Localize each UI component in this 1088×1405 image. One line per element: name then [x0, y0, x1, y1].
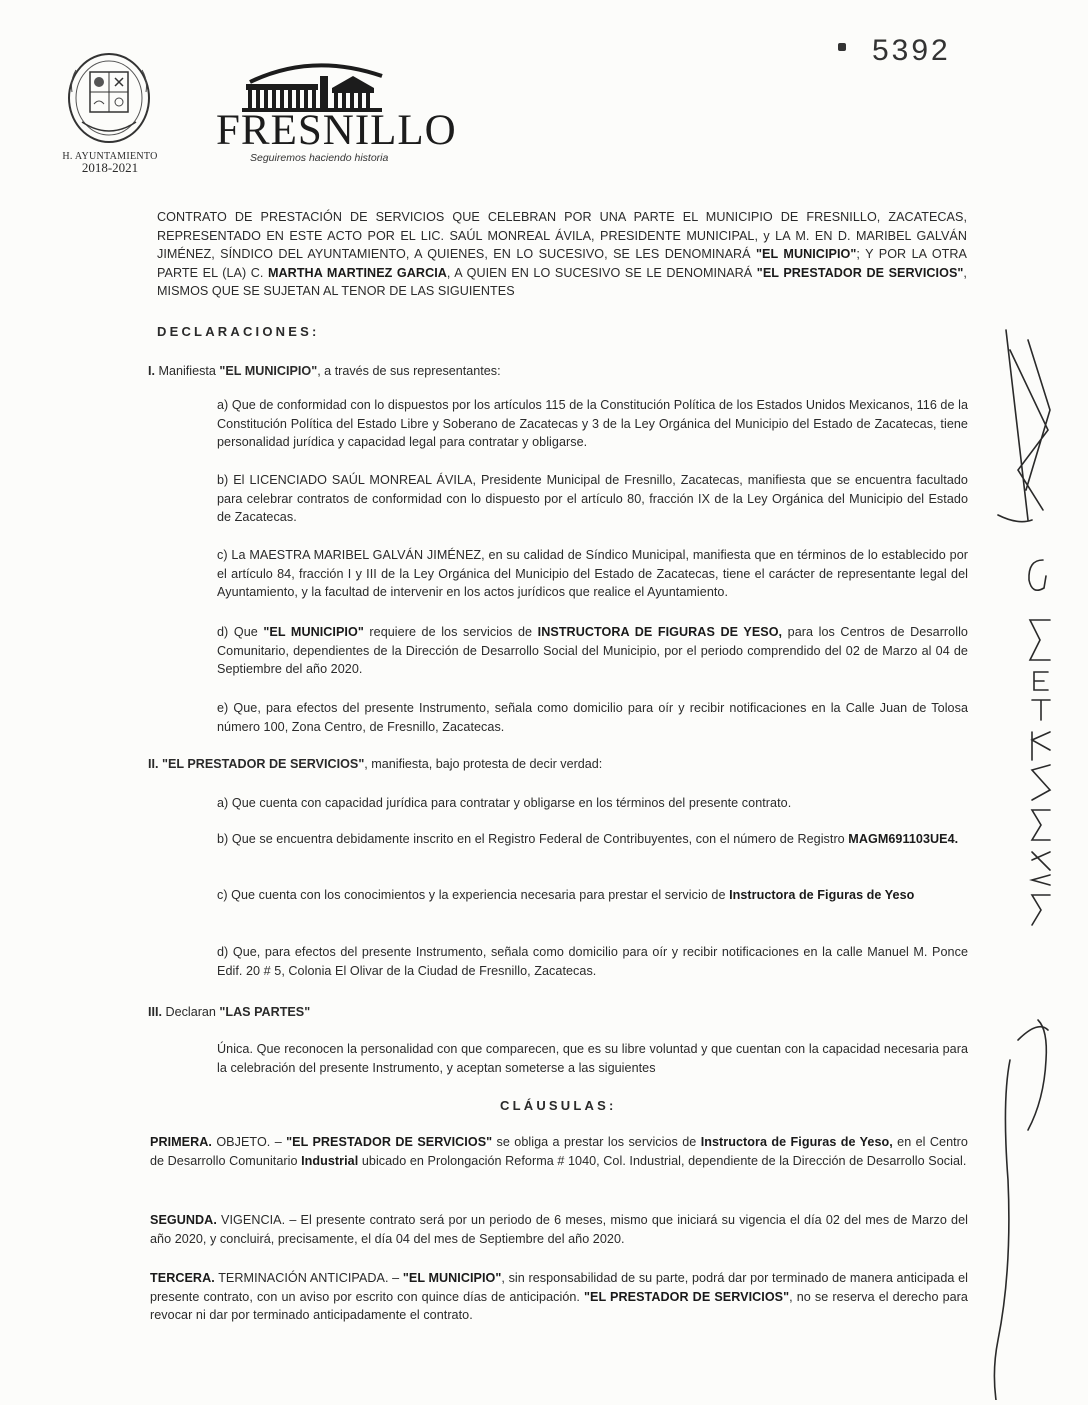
declaracion-2c — [217, 886, 968, 905]
handwritten-signature-icon — [988, 320, 1088, 1400]
section-text: , manifiesta, bajo protesta de decir verdad: — [364, 757, 603, 771]
clausulas-heading: CLÁUSULAS: — [500, 1098, 617, 1113]
brand-slogan: Seguiremos haciendo historia — [250, 152, 389, 164]
clausula-bold: Instructora de Figuras de Yeso, — [700, 1135, 893, 1149]
section-2-title — [148, 755, 602, 773]
section-number: III. — [148, 1005, 166, 1019]
declaracion-bold: Instructora de Figuras de Yeso — [729, 888, 915, 902]
city-skyline-icon — [232, 54, 432, 114]
fresnillo-logo — [232, 54, 432, 114]
section-party: "LAS PARTES" — [219, 1005, 311, 1019]
clausula-segunda — [150, 1211, 968, 1248]
seal-caption-line2: 2018-2021 — [81, 160, 139, 175]
seal-caption-line1: H. AYUNTAMIENTO — [62, 151, 158, 162]
declaracion-text: d) Que — [217, 625, 264, 639]
declaracion-bold: INSTRUCTORA DE FIGURAS DE YESO, — [537, 625, 783, 639]
clausula-text: VIGENCIA. – El presente contrato será por un periodo de 6 meses, mismo que iniciará su vigencia el día 02 del mes de Marzo del año 2020, y concluirá, precisamente, el día 04 del mes de Septiembre del año 2020. — [150, 1213, 968, 1246]
section-text: Manifiesta — [158, 364, 220, 378]
section-party: "EL PRESTADOR DE SERVICIOS" — [162, 757, 365, 771]
section-number: II. — [148, 757, 162, 771]
declaracion-1b: b) El LICENCIADO SAÚL MONREAL ÁVILA, Presidente Municipal de Fresnillo, Zacatecas, manifiesta que se encuentra facultado para celebrar contratos de conformidad con lo dispuesto por el artículo 80, fracción IX de la Ley Orgánica del Municipio del Estado de Zacatecas. — [217, 473, 968, 525]
clausula-bold: "EL MUNICIPIO" — [402, 1271, 502, 1285]
intro-municipio: "EL MUNICIPIO" — [756, 247, 857, 262]
declaracion-text: c) Que cuenta con los conocimientos y la experiencia necesaria para prestar el servicio de — [217, 888, 730, 902]
clausula-label: TERCERA. — [150, 1271, 215, 1285]
seal-emblem-icon — [62, 52, 156, 152]
declaracion-text: para los Centros de Desarrollo Comunitario, dependientes de la Dirección de Desarrollo Social del Municipio, por el periodo comprendido del 02 de Marzo al 04 de Septiembre del año 2020. — [217, 625, 968, 677]
clausula-text: se obliga a prestar los servicios de — [492, 1135, 701, 1149]
clausula-text: ubicado en Prolongación Reforma # 1040, Col. Industrial, dependiente de la Dirección de Desarrollo Social. — [358, 1153, 967, 1168]
declaracion-text: requiere de los servicios de — [363, 625, 538, 639]
section-text: Declaran — [165, 1005, 220, 1019]
declaracion-2d: d) Que, para efectos del presente Instrumento, señala como domicilio para oír y recibir notificaciones en la calle Manuel M. Ponce Edif. 20 # 5, Colonia El Olivar de la Ciudad de Fresnillo, Zacatecas. — [217, 945, 968, 978]
declaracion-1d — [217, 623, 968, 679]
declaracion-1c: c) La MAESTRA MARIBEL GALVÁN JIMÉNEZ, en su calidad de Síndico Municipal, manifiesta que en términos de lo establecido por el artículo 84, fracción I y III de la Ley Orgánica del Municipio del Estado de Zacatecas, tiene el carácter de representante legal del Ayuntamiento, y la facultad de intervenir en los actos jurídicos que realice el Ayuntamiento. — [217, 548, 968, 600]
contract-intro — [157, 208, 967, 301]
clausula-bold: Industrial — [301, 1153, 359, 1168]
section-party: "EL MUNICIPIO" — [219, 364, 318, 378]
section-text: , a través de sus representantes: — [317, 364, 501, 378]
clausula-bold: "EL PRESTADOR DE SERVICIOS" — [286, 1135, 493, 1149]
document-number: 5392 — [872, 34, 951, 67]
clausula-text: , no se reserva el derecho para revocar ni dar por terminado anticipadamente el contrato. — [150, 1289, 968, 1323]
declaracion-2a: a) Que cuenta con capacidad jurídica para contratar y obligarse en los términos del presente contrato. — [217, 796, 792, 810]
declaracion-3-unica: Única. Que reconocen la personalidad con que comparecen, que es su libre voluntad y que cuentan con la capacidad necesaria para la celebración del presente Instrumento, y aceptan someterse a las siguientes — [217, 1042, 968, 1075]
clausula-bold: "EL PRESTADOR DE SERVICIOS" — [584, 1289, 790, 1304]
intro-text: , A QUIEN EN LO SUCESIVO SE LE DENOMINARÁ — [446, 265, 757, 280]
seal-caption — [40, 151, 180, 176]
intro-text: , MISMOS QUE SE SUJETAN AL TENOR DE LAS SIGUIENTES — [157, 265, 967, 299]
declaracion-2b — [217, 830, 968, 849]
declaraciones-heading: DECLARACIONES: — [157, 324, 320, 339]
section-1-title — [148, 362, 501, 380]
clausula-primera — [150, 1133, 968, 1170]
stamp-mark — [838, 43, 846, 51]
declaracion-1e: e) Que, para efectos del presente Instrumento, señala como domicilio para oír y recibir notificaciones en la Calle Juan de Tolosa número 100, Zona Centro, de Fresnillo, Zacatecas. — [217, 701, 968, 734]
clausula-text: OBJETO. – — [211, 1135, 287, 1149]
declaracion-text: b) Que se encuentra debidamente inscrito en el Registro Federal de Contribuyentes, con el número de Registro — [217, 832, 849, 846]
brand-name: FRESNILLO — [216, 107, 457, 154]
intro-text: CONTRATO DE PRESTACIÓN DE SERVICIOS QUE CELEBRAN POR UNA PARTE EL MUNICIPIO DE FRESNILLO, ZACATECAS, REPRESENTADO EN ESTE ACTO POR EL LIC. SAÚL MONREAL ÁVILA, PRESIDENTE MUNICIPAL, y LA M. EN D. MARIBEL GALVÁN JIMÉNEZ, SÍNDICO DEL AYUNTAMIENTO, A QUIENES, EN LO SUCESIVO, SE LES DENOMINARÁ — [157, 210, 967, 262]
clausula-tercera — [150, 1269, 968, 1325]
intro-prestador-name: MARTHA MARTINEZ GARCIA — [267, 265, 447, 280]
municipal-seal — [62, 52, 156, 152]
declaracion-1a: a) Que de conformidad con lo dispuestos por los artículos 115 de la Constitución Política de los Estados Unidos Mexicanos, 116 de la Constitución Política del Estado Libre y Soberano de Zacatecas y 3 de la Ley Orgánica del Municipio del Estado de Zacatecas, tiene personalidad jurídica y capacidad legal para contratar y obligarse. — [217, 398, 968, 450]
section-3-title — [148, 1003, 310, 1021]
declaracion-bold: "EL MUNICIPIO" — [263, 625, 364, 639]
clausula-text: en el Centro de Desarrollo Comunitario — [150, 1135, 968, 1168]
rfc-number: MAGM691103UE4. — [848, 832, 959, 846]
clausula-label: PRIMERA. — [150, 1135, 212, 1149]
margin-signature — [988, 320, 1088, 1400]
section-number: I. — [148, 364, 159, 378]
clausula-text: , sin responsabilidad de su parte, podrá dar por terminado de manera anticipada el presente contrato, con un aviso por escrito con quince días de anticipación. — [150, 1271, 968, 1304]
intro-prestador: "EL PRESTADOR DE SERVICIOS" — [756, 265, 964, 280]
intro-text: ; Y POR LA OTRA PARTE EL (LA) C. — [157, 247, 967, 280]
clausula-text: TERMINACIÓN ANTICIPADA. – — [214, 1271, 403, 1285]
clausula-label: SEGUNDA. — [150, 1213, 217, 1227]
